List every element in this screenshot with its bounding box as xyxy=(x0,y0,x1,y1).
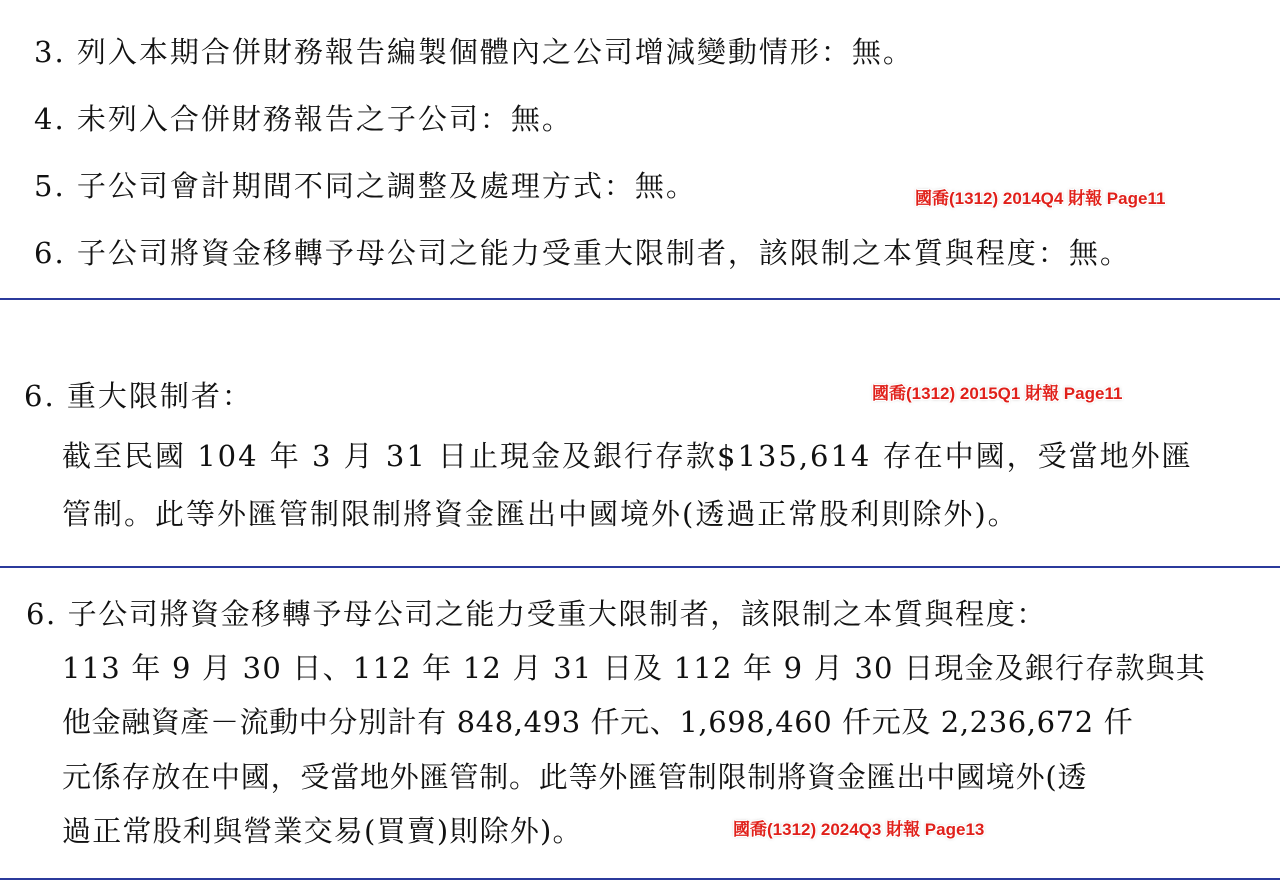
item-5-line: 5. 子公司會計期間不同之調整及處理方式：無。 xyxy=(34,169,697,203)
item-6-heading: 6. 子公司將資金移轉予母公司之能力受重大限制者，該限制之本質與程度： xyxy=(26,597,1047,631)
paragraph-line-2: 他金融資產－流動中分別計有 848,493 仟元、1,698,460 仟元及 2,236,672 仟 xyxy=(62,705,1134,739)
section-divider-3 xyxy=(0,878,1280,880)
section-divider-2 xyxy=(0,566,1280,568)
paragraph-line-2: 管制。此等外匯管制限制將資金匯出中國境外(透過正常股利則除外)。 xyxy=(62,497,1019,531)
item-6-heading: 6. 重大限制者： xyxy=(24,379,253,413)
paragraph-line-1: 113 年 9 月 30 日、112 年 12 月 31 日及 112 年 9 月 30 日現金及銀行存款與其 xyxy=(62,651,1207,685)
item-6-line: 6. 子公司將資金移轉予母公司之能力受重大限制者，該限制之本質與程度：無。 xyxy=(34,236,1131,270)
item-3-line: 3. 列入本期合併財務報告編製個體內之公司增減變動情形：無。 xyxy=(34,35,914,69)
source-tag-2015q1: 國喬(1312) 2015Q1 財報 Page11 xyxy=(872,384,1123,403)
section-divider-1 xyxy=(0,298,1280,300)
source-tag-2024q3: 國喬(1312) 2024Q3 財報 Page13 xyxy=(733,820,985,839)
paragraph-line-4: 過正常股利與營業交易(買賣)則除外)。 xyxy=(62,814,583,848)
source-tag-2014q4: 國喬(1312) 2014Q4 財報 Page11 xyxy=(915,189,1166,208)
paragraph-line-1: 截至民國 104 年 3 月 31 日止現金及銀行存款$135,614 存在中國，受當地外匯 xyxy=(62,439,1193,473)
item-4-line: 4. 未列入合併財務報告之子公司：無。 xyxy=(34,102,573,136)
paragraph-line-3: 元係存放在中國，受當地外匯管制。此等外匯管制限制將資金匯出中國境外(透 xyxy=(62,760,1088,794)
